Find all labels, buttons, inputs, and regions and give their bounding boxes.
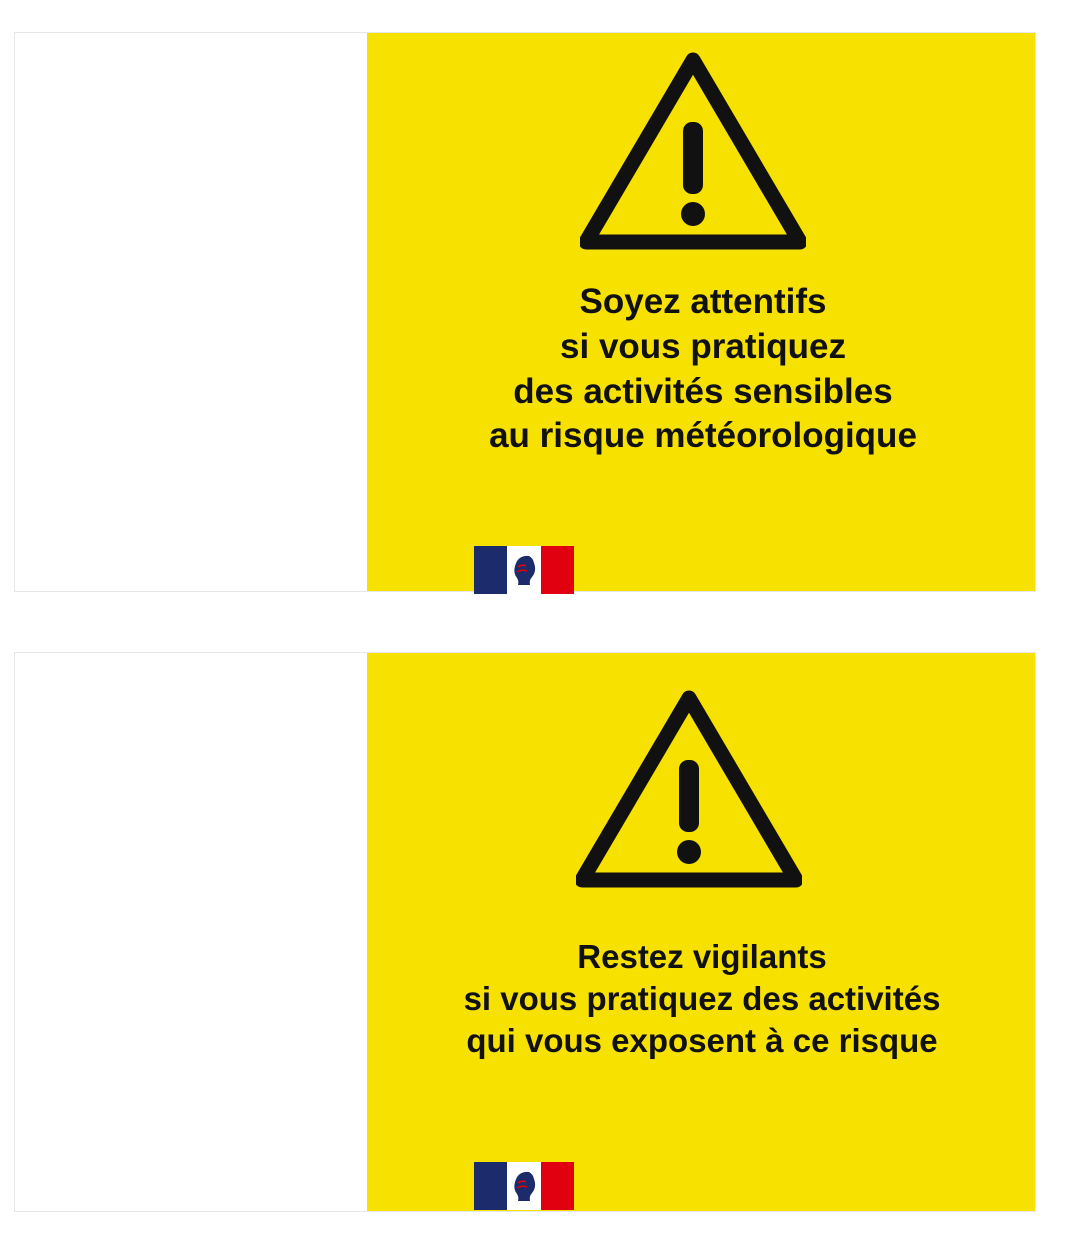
warning-triangle-icon: [580, 50, 806, 250]
left-info-panel: [15, 33, 367, 591]
marianne-profile-icon: [509, 553, 539, 587]
flag-blue-band: [474, 1162, 507, 1210]
flag-red-band: [541, 546, 574, 594]
marianne-french-republic-logo: [474, 546, 574, 594]
marianne-profile-icon: [509, 1169, 539, 1203]
message-line-2: si vous pratiquez des activités: [463, 980, 941, 1018]
message-storm: [378, 280, 1028, 459]
message-line-3: qui vous exposent à ce risque: [466, 1022, 938, 1060]
message-line-4: au risque météorologique: [489, 416, 917, 456]
message-line-1: Soyez attentifs: [579, 282, 827, 321]
flag-red-band: [541, 1162, 574, 1210]
flag-white-band: [507, 1162, 540, 1210]
message-line-1: Restez vigilants: [577, 938, 827, 975]
vigilance-card-flood: [14, 652, 1036, 1212]
flag-white-band: [507, 546, 540, 594]
flag-blue-band: [474, 546, 507, 594]
message-line-3: des activités sensibles: [513, 371, 893, 411]
left-info-panel: [15, 653, 367, 1211]
message-line-2: si vous pratiquez: [560, 326, 846, 366]
warning-triangle-icon: [576, 688, 802, 888]
message-flood: [372, 936, 1032, 1063]
marianne-french-republic-logo: [474, 1162, 574, 1210]
